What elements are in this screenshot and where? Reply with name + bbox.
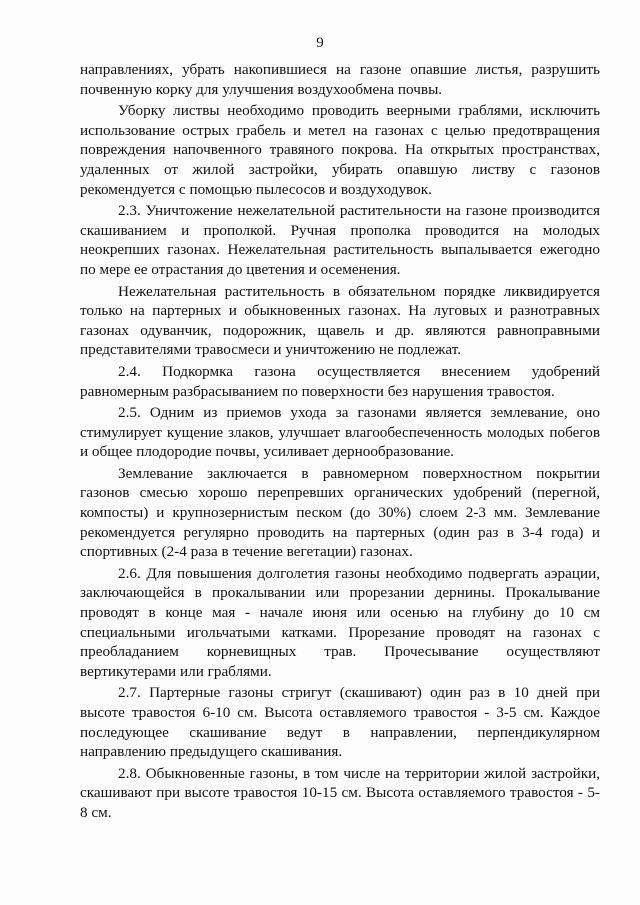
paragraph-2-7-parterre-mowing: 2.7. Партерные газоны стригут (скашивают) один раз в 10 дней при высоте травостоя 6-10 см. Высота оставляемого травостоя - 3-5 см. Каждое последующее скашивание ведут в направлении, перпендикулярном направлению предыдущего скашивания. — [80, 684, 600, 761]
paragraph-2-3-weed-control: 2.3. Уничтожение нежелательной растительности на газоне производится скашиванием и прополкой. Ручная прополка проводится на молодых неокрепших газонах. Нежелательная растительность выпалывается ежегодно по мере ее отрастания до цветения и осеменения. — [80, 202, 600, 278]
paragraph-topdressing-details: Землевание заключается в равномерном поверхностном покрытии газонов смесью хорошо перепревших органических удобрений (перегной, компосты) и крупнозернистым песком (до 30%) слоем 2-3 мм. Землевание рекомендуется регулярно проводить на партерных (один раз в 3-4 года) и спортивных (2-4 раза в течение вегетации) газонах. — [80, 464, 600, 561]
page-number: 9 — [316, 35, 324, 51]
paragraph-weed-elimination: Нежелательная растительность в обязательном порядке ликвидируется только на партерных и обыкновенных газонах. На луговых и разнотравных газонах одуванчик, подорожник, щавель и др. являются равноправными представителями травосмеси и уничтожению не подлежат. — [80, 282, 600, 359]
paragraph-2-4-feeding: 2.4. Подкормка газона осуществляется внесением удобрений равномерным разбрасыванием по поверхности без нарушения травостоя. — [80, 362, 600, 400]
paragraph-2-6-aeration: 2.6. Для повышения долголетия газоны необходимо подвергать аэрации, заключающейся в прокалывании или прорезании дернины. Прокалывание проводят в конце мая - начале июня или осенью на глубину до 10 см специальными игольчатыми катками. Прорезание проводят на газонах с преобладанием корневищных трав. Прочесывание осуществляют вертикутерами или граблями. — [80, 564, 600, 680]
paragraph-leaf-removal: Уборку листвы необходимо проводить веерными граблями, исключить использование острых грабель и метел на газонах с целью предотвращения повреждения напочвенного травяного покрова. На открытых пространствах, удаленных от жилой застройки, убирать опавшую листву с газонов рекомендуется с помощью пылесосов и воздуходувок. — [80, 102, 600, 198]
document-body — [80, 60, 600, 825]
paragraph-continuation: направлениях, убрать накопившиеся на газоне опавшие листья, разрушить почвенную корку для улучшения воздухообмена почвы. — [80, 61, 600, 98]
paragraph-2-8-ordinary-mowing: 2.8. Обыкновенные газоны, в том числе на территории жилой застройки, скашивают при высоте травостоя 10-15 см. Высота оставляемого травостоя - 5-8 см. — [80, 764, 600, 821]
paragraph-2-5-topdressing: 2.5. Одним из приемов ухода за газонами является землевание, оно стимулирует кущение злаков, улучшает влагообеспеченность молодых побегов и общее плодородие почвы, усиливает дернообразование. — [80, 404, 600, 461]
